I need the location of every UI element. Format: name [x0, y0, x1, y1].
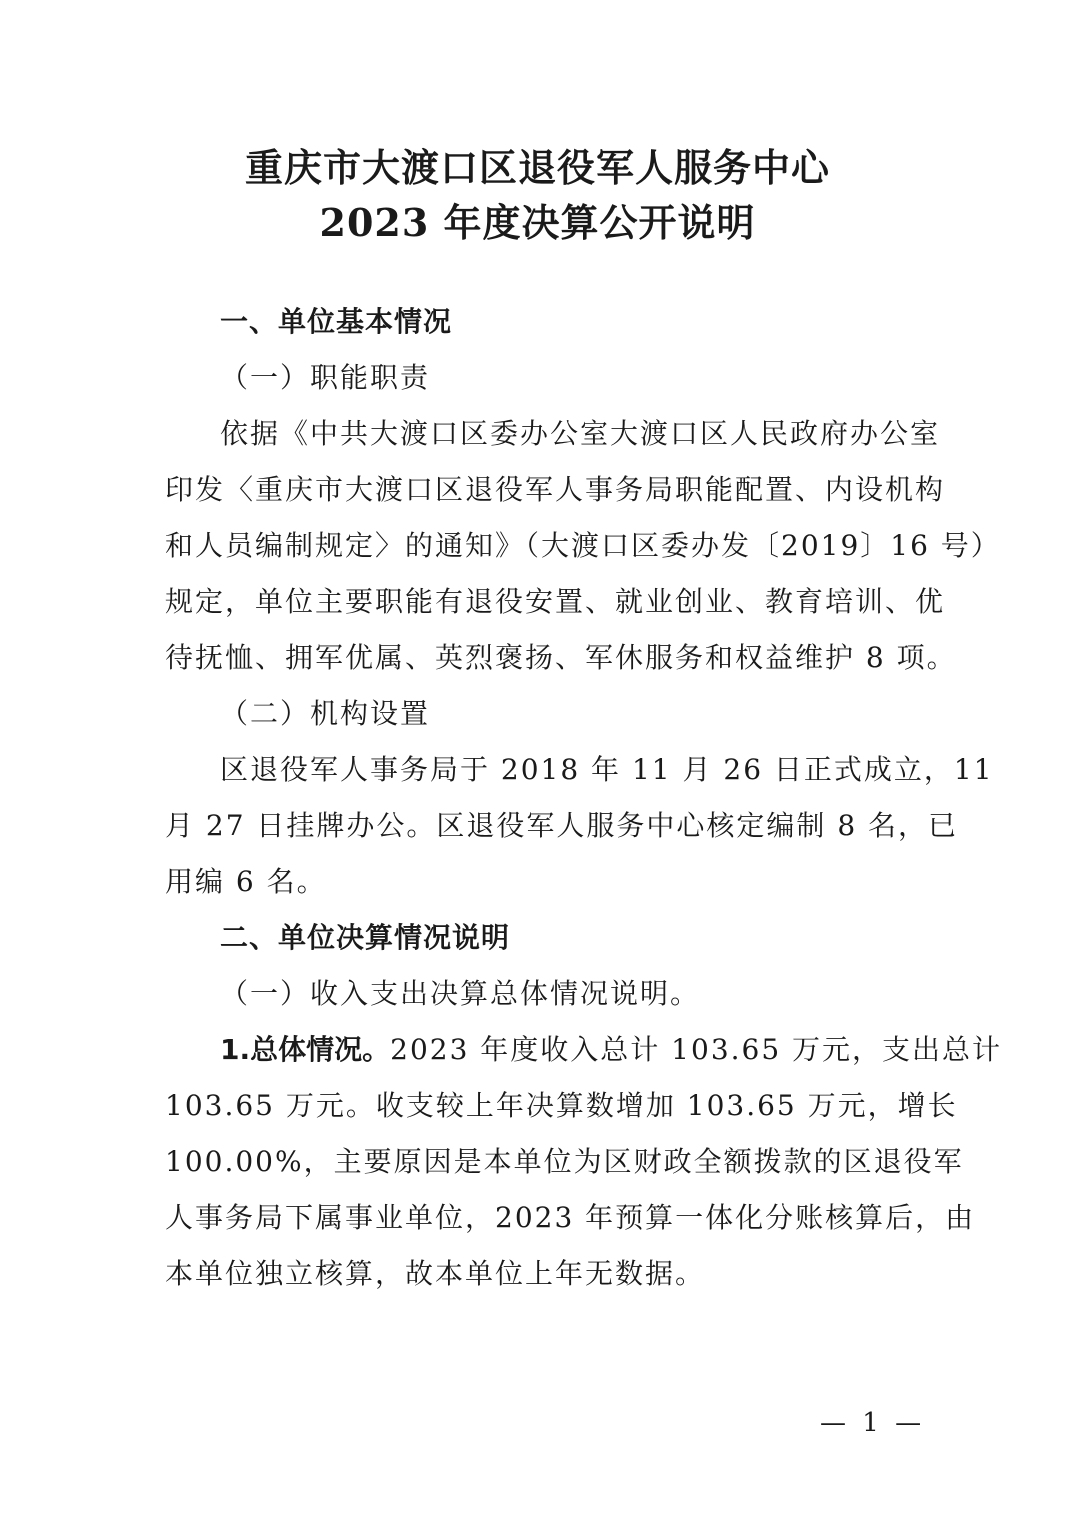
- paragraph-line: 100.00%，主要原因是本单位为区财政全额拨款的区退役军: [165, 1145, 964, 1178]
- section2-sub1-heading: （一）收入支出决算总体情况说明。: [220, 977, 701, 1010]
- section2-heading: 二、单位决算情况说明: [220, 921, 511, 954]
- paragraph-line: 和人员编制规定〉的通知》（大渡口区委办发〔2019〕16 号）: [165, 529, 1001, 562]
- lead-line-rest: 2023 年度收入总计 103.65 万元，支出总计: [390, 1033, 1003, 1066]
- paragraph-line: 用编 6 名。: [165, 865, 327, 898]
- paragraph-line: 依据《中共大渡口区委办公室大渡口区人民政府办公室: [220, 417, 941, 450]
- section1-heading: 一、单位基本情况: [220, 305, 453, 338]
- paragraph-line: 103.65 万元。收支较上年决算数增加 103.65 万元，增长: [165, 1089, 958, 1122]
- paragraph-line: 印发〈重庆市大渡口区退役军人事务局职能配置、内设机构: [165, 473, 946, 506]
- bold-lead-text: 1.总体情况。: [220, 1033, 391, 1066]
- paragraph-line: 月 27 日挂牌办公。区退役军人服务中心核定编制 8 名，已: [165, 809, 959, 842]
- paragraph-line: 人事务局下属事业单位，2023 年预算一体化分账核算后，由: [165, 1201, 976, 1234]
- paragraph-line: 本单位独立核算，故本单位上年无数据。: [165, 1257, 706, 1290]
- section1-sub1-heading: （一）职能职责: [220, 361, 431, 394]
- paragraph-line: 区退役军人事务局于 2018 年 11 月 26 日正式成立，11: [220, 753, 994, 786]
- paragraph-line: 规定，单位主要职能有退役安置、就业创业、教育培训、优: [165, 585, 946, 618]
- document-title-line1: 重庆市大渡口区退役军人服务中心: [244, 145, 830, 190]
- paragraph-line: 待抚恤、拥军优属、英烈褒扬、军休服务和权益维护 8 项。: [165, 641, 957, 674]
- section1-sub2-heading: （二）机构设置: [220, 697, 431, 730]
- paragraph-line-with-lead: [220, 1030, 1003, 1070]
- document-title-line2: 2023 年度决算公开说明: [319, 200, 756, 245]
- page-number: — 1 —: [820, 1408, 926, 1438]
